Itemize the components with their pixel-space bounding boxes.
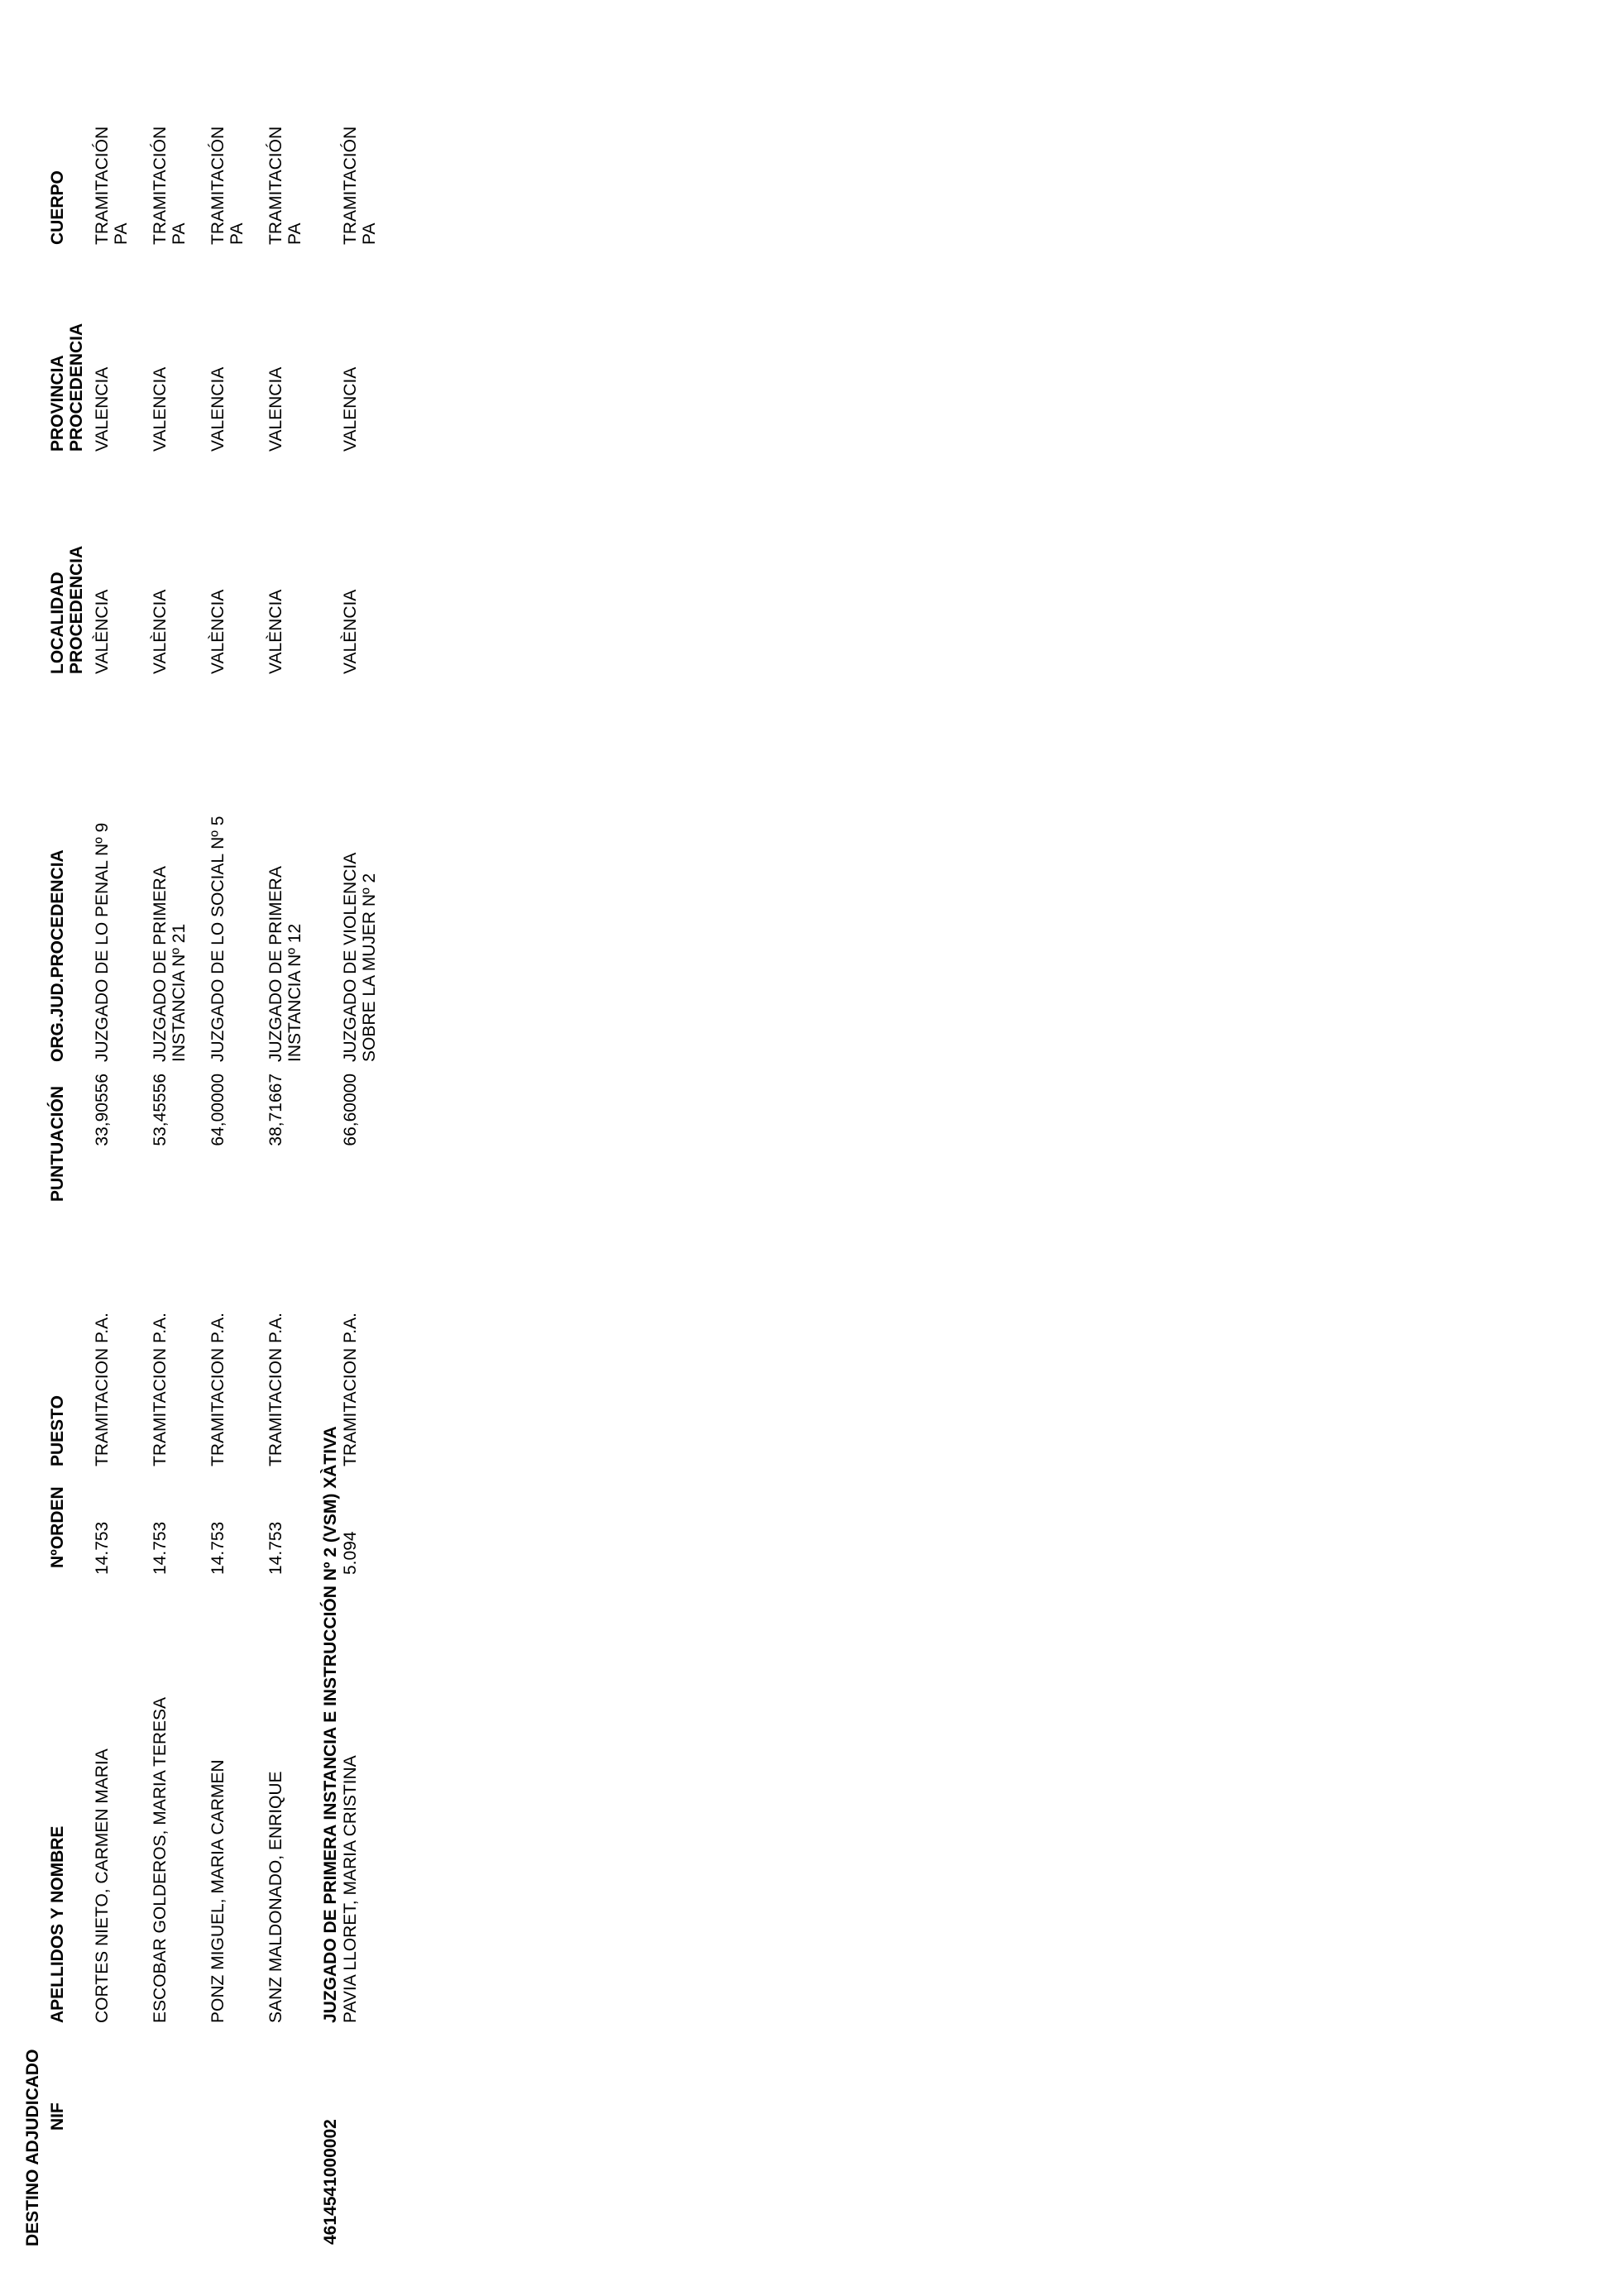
cell-puntuacion: 33,90556	[93, 1074, 112, 1146]
col-header-localidad-line2: PROCEDENCIA	[67, 545, 87, 674]
cell-nombre: SANZ MALDONADO, ENRIQUE	[266, 1771, 285, 2023]
cell-cuerpo-line2: PA	[285, 222, 305, 245]
col-header-nif: NIF	[48, 2102, 67, 2131]
cell-localidad: VALÈNCIA	[151, 589, 170, 674]
col-header-provincia-line1: PROVINCIA	[48, 355, 67, 452]
cell-puntuacion: 53,45556	[151, 1074, 170, 1146]
cell-puesto: TRAMITACION P.A.	[266, 1313, 285, 1466]
cell-puesto: TRAMITACION P.A.	[208, 1313, 227, 1466]
cell-org-jud-line1: JUZGADO DE PRIMERA	[266, 866, 285, 1062]
cell-puesto: TRAMITACION P.A.	[341, 1313, 360, 1466]
cell-org-jud-line2: INSTANCIA Nº 12	[285, 923, 305, 1062]
cell-org-jud-line1: JUZGADO DE PRIMERA	[151, 866, 170, 1062]
cell-puntuacion: 64,00000	[208, 1074, 227, 1146]
cell-org-jud	[208, 816, 227, 1062]
cell-nombre: PONZ MIGUEL, MARIA CARMEN	[208, 1759, 227, 2023]
col-header-puesto: PUESTO	[48, 1395, 67, 1466]
cell-org-jud-line1: JUZGADO DE LO SOCIAL Nº 5	[208, 816, 227, 1062]
cell-org-jud-line1: JUZGADO DE LO PENAL Nº 9	[93, 822, 112, 1062]
group-name: JUZGADO DE PRIMERA INSTANCIA E INSTRUCCIÓN Nº 2 (VSM) XÀTIVA	[321, 1426, 340, 2023]
cell-cuerpo-line1: TRAMITACIÓN	[341, 126, 360, 245]
cell-org-jud-line1: JUZGADO DE VIOLENCIA	[341, 852, 360, 1062]
cell-cuerpo-line2: PA	[112, 222, 132, 245]
cell-org-jud	[151, 866, 189, 1062]
cell-cuerpo-line2: PA	[170, 222, 189, 245]
cell-nombre: ESCOBAR GOLDEROS, MARIA TERESA	[151, 1696, 170, 2023]
cell-localidad: VALÈNCIA	[341, 589, 360, 674]
cell-org-jud	[93, 823, 112, 1062]
cell-cuerpo-line2: PA	[227, 222, 247, 245]
cell-puesto: TRAMITACION P.A.	[151, 1313, 170, 1466]
col-header-cuerpo: CUERPO	[48, 170, 67, 245]
cell-norden: 14.753	[93, 1521, 112, 1575]
col-header-org-jud: ORG.JUD.PROCEDENCIA	[48, 849, 67, 1062]
cell-provincia: VALENCIA	[93, 366, 112, 452]
cell-provincia: VALENCIA	[208, 366, 227, 452]
cell-cuerpo-line1: TRAMITACIÓN	[208, 126, 227, 245]
cell-norden: 14.753	[151, 1521, 170, 1575]
cell-puesto: TRAMITACION P.A.	[93, 1313, 112, 1466]
cell-org-jud-line2: SOBRE LA MUJER Nº 2	[360, 873, 380, 1062]
cell-cuerpo	[266, 127, 304, 245]
cell-cuerpo	[151, 127, 189, 245]
cell-localidad: VALÈNCIA	[93, 589, 112, 674]
cell-localidad: VALÈNCIA	[266, 589, 285, 674]
cell-cuerpo	[208, 127, 247, 245]
cell-provincia: VALENCIA	[341, 366, 360, 452]
cell-org-jud	[341, 853, 379, 1062]
cell-cuerpo-line1: TRAMITACIÓN	[93, 126, 112, 245]
cell-provincia: VALENCIA	[151, 366, 170, 452]
cell-nombre: CORTES NIETO, CARMEN MARIA	[93, 1748, 112, 2023]
cell-org-jud-line2: INSTANCIA Nº 21	[170, 923, 189, 1062]
cell-cuerpo-line1: TRAMITACIÓN	[266, 126, 285, 245]
cell-norden: 14.753	[208, 1521, 227, 1575]
col-header-provincia	[48, 323, 86, 452]
col-header-puntuacion: PUNTUACIÓN	[48, 1086, 67, 1202]
group-code: 4614541000002	[321, 2119, 340, 2245]
cell-cuerpo	[93, 127, 131, 245]
cell-org-jud	[266, 866, 304, 1062]
cell-norden: 5.094	[341, 1531, 360, 1575]
cell-puntuacion: 38,71667	[266, 1074, 285, 1146]
cell-cuerpo	[341, 127, 379, 245]
cell-provincia: VALENCIA	[266, 366, 285, 452]
col-header-localidad-line1: LOCALIDAD	[48, 572, 67, 674]
col-header-norden: NºORDEN	[48, 1486, 67, 1568]
cell-norden: 14.753	[266, 1521, 285, 1575]
col-header-provincia-line2: PROCEDENCIA	[67, 323, 87, 452]
col-header-apellidos-nombre: APELLIDOS Y NOMBRE	[48, 1825, 67, 2023]
cell-puntuacion: 66,60000	[341, 1074, 360, 1146]
destino-adjudicado-heading: DESTINO ADJUDICADO	[23, 2049, 42, 2246]
cell-cuerpo-line1: TRAMITACIÓN	[151, 126, 170, 245]
cell-nombre: PAVIA LLORET, MARIA CRISTINA	[341, 1755, 360, 2023]
col-header-localidad	[48, 546, 86, 674]
cell-cuerpo-line2: PA	[360, 222, 380, 245]
cell-localidad: VALÈNCIA	[208, 589, 227, 674]
